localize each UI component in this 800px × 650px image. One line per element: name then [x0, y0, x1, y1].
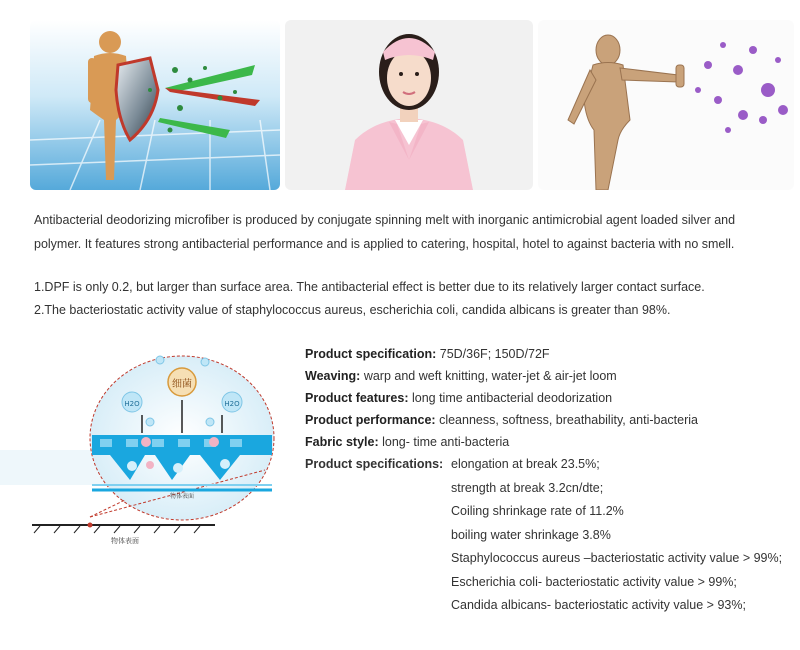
- spec-label: Fabric style:: [305, 435, 379, 449]
- spec-value: warp and weft knitting, water-jet & air-jet loom: [360, 369, 617, 383]
- spec-label: Product features:: [305, 391, 409, 405]
- list-item: Candida albicans- bacteriostatic activity value > 93%;: [451, 598, 746, 612]
- photo-row: [30, 20, 794, 190]
- antibacterial-diagram: [0, 340, 290, 555]
- bacteria-label: 细菌: [172, 379, 192, 390]
- spec-specifications: [305, 453, 795, 612]
- nurse-photo: [285, 20, 533, 190]
- virus-repel-image: [538, 20, 794, 190]
- list-item: boiling water shrinkage 3.8%: [451, 527, 611, 542]
- ground-surface-label: 物体表面: [111, 537, 139, 545]
- spec-label: Product performance:: [305, 413, 436, 427]
- spec-fabric-style: [305, 431, 795, 453]
- list-item: Escherichia coli- bacteriostatic activity value > 99%;: [451, 574, 737, 589]
- list-item: Staphylococcus aureus –bacteriostatic activity value > 99%;: [451, 551, 783, 565]
- shield-protection-image: [30, 20, 280, 190]
- list-item: Coiling shrinkage rate of 11.2%: [451, 504, 624, 518]
- product-specs: [305, 343, 795, 612]
- surface-label: 物体表面: [169, 493, 195, 500]
- spec-values-list: [451, 453, 782, 618]
- h2o-label: H2O: [124, 400, 140, 408]
- h2o-label: H2O: [224, 400, 240, 408]
- list-item: strength at break 3.2cn/dte;: [451, 480, 604, 495]
- spec-value: 75D/36F; 150D/72F: [436, 347, 550, 361]
- list-item: 1.DPF is only 0.2, but larger than surface area. The antibacterial effect is better due to its relatively larger contact surface.: [34, 280, 705, 294]
- spec-weaving: [305, 365, 795, 387]
- spec-features: [305, 387, 795, 409]
- spec-label: Weaving:: [305, 369, 361, 383]
- spec-value: cleanness, softness, breathability, anti-bacteria: [435, 413, 699, 427]
- list-item: elongation at break 23.5%;: [451, 457, 600, 471]
- list-item: 2.The bacteriostatic activity value of staphylococcus aureus, escherichia coli, candida albicans is greater than 98%.: [34, 303, 671, 317]
- feature-points: [34, 276, 774, 322]
- spec-performance: [305, 409, 795, 431]
- spec-label: Product specification:: [305, 347, 437, 361]
- spec-value: long time antibacterial deodorization: [408, 391, 613, 405]
- intro-paragraph: Antibacterial deodorizing microfiber is produced by conjugate spinning melt with inorganic antimicrobial agent loaded silver and polymer. It features strong antibacterial performance and is applied to catering, hospital, hotel to against bacteria with no smell.: [34, 213, 736, 251]
- spec-value: long- time anti-bacteria: [378, 435, 510, 449]
- spec-label: Product specifications:: [305, 457, 444, 471]
- spec-specification: [305, 343, 795, 365]
